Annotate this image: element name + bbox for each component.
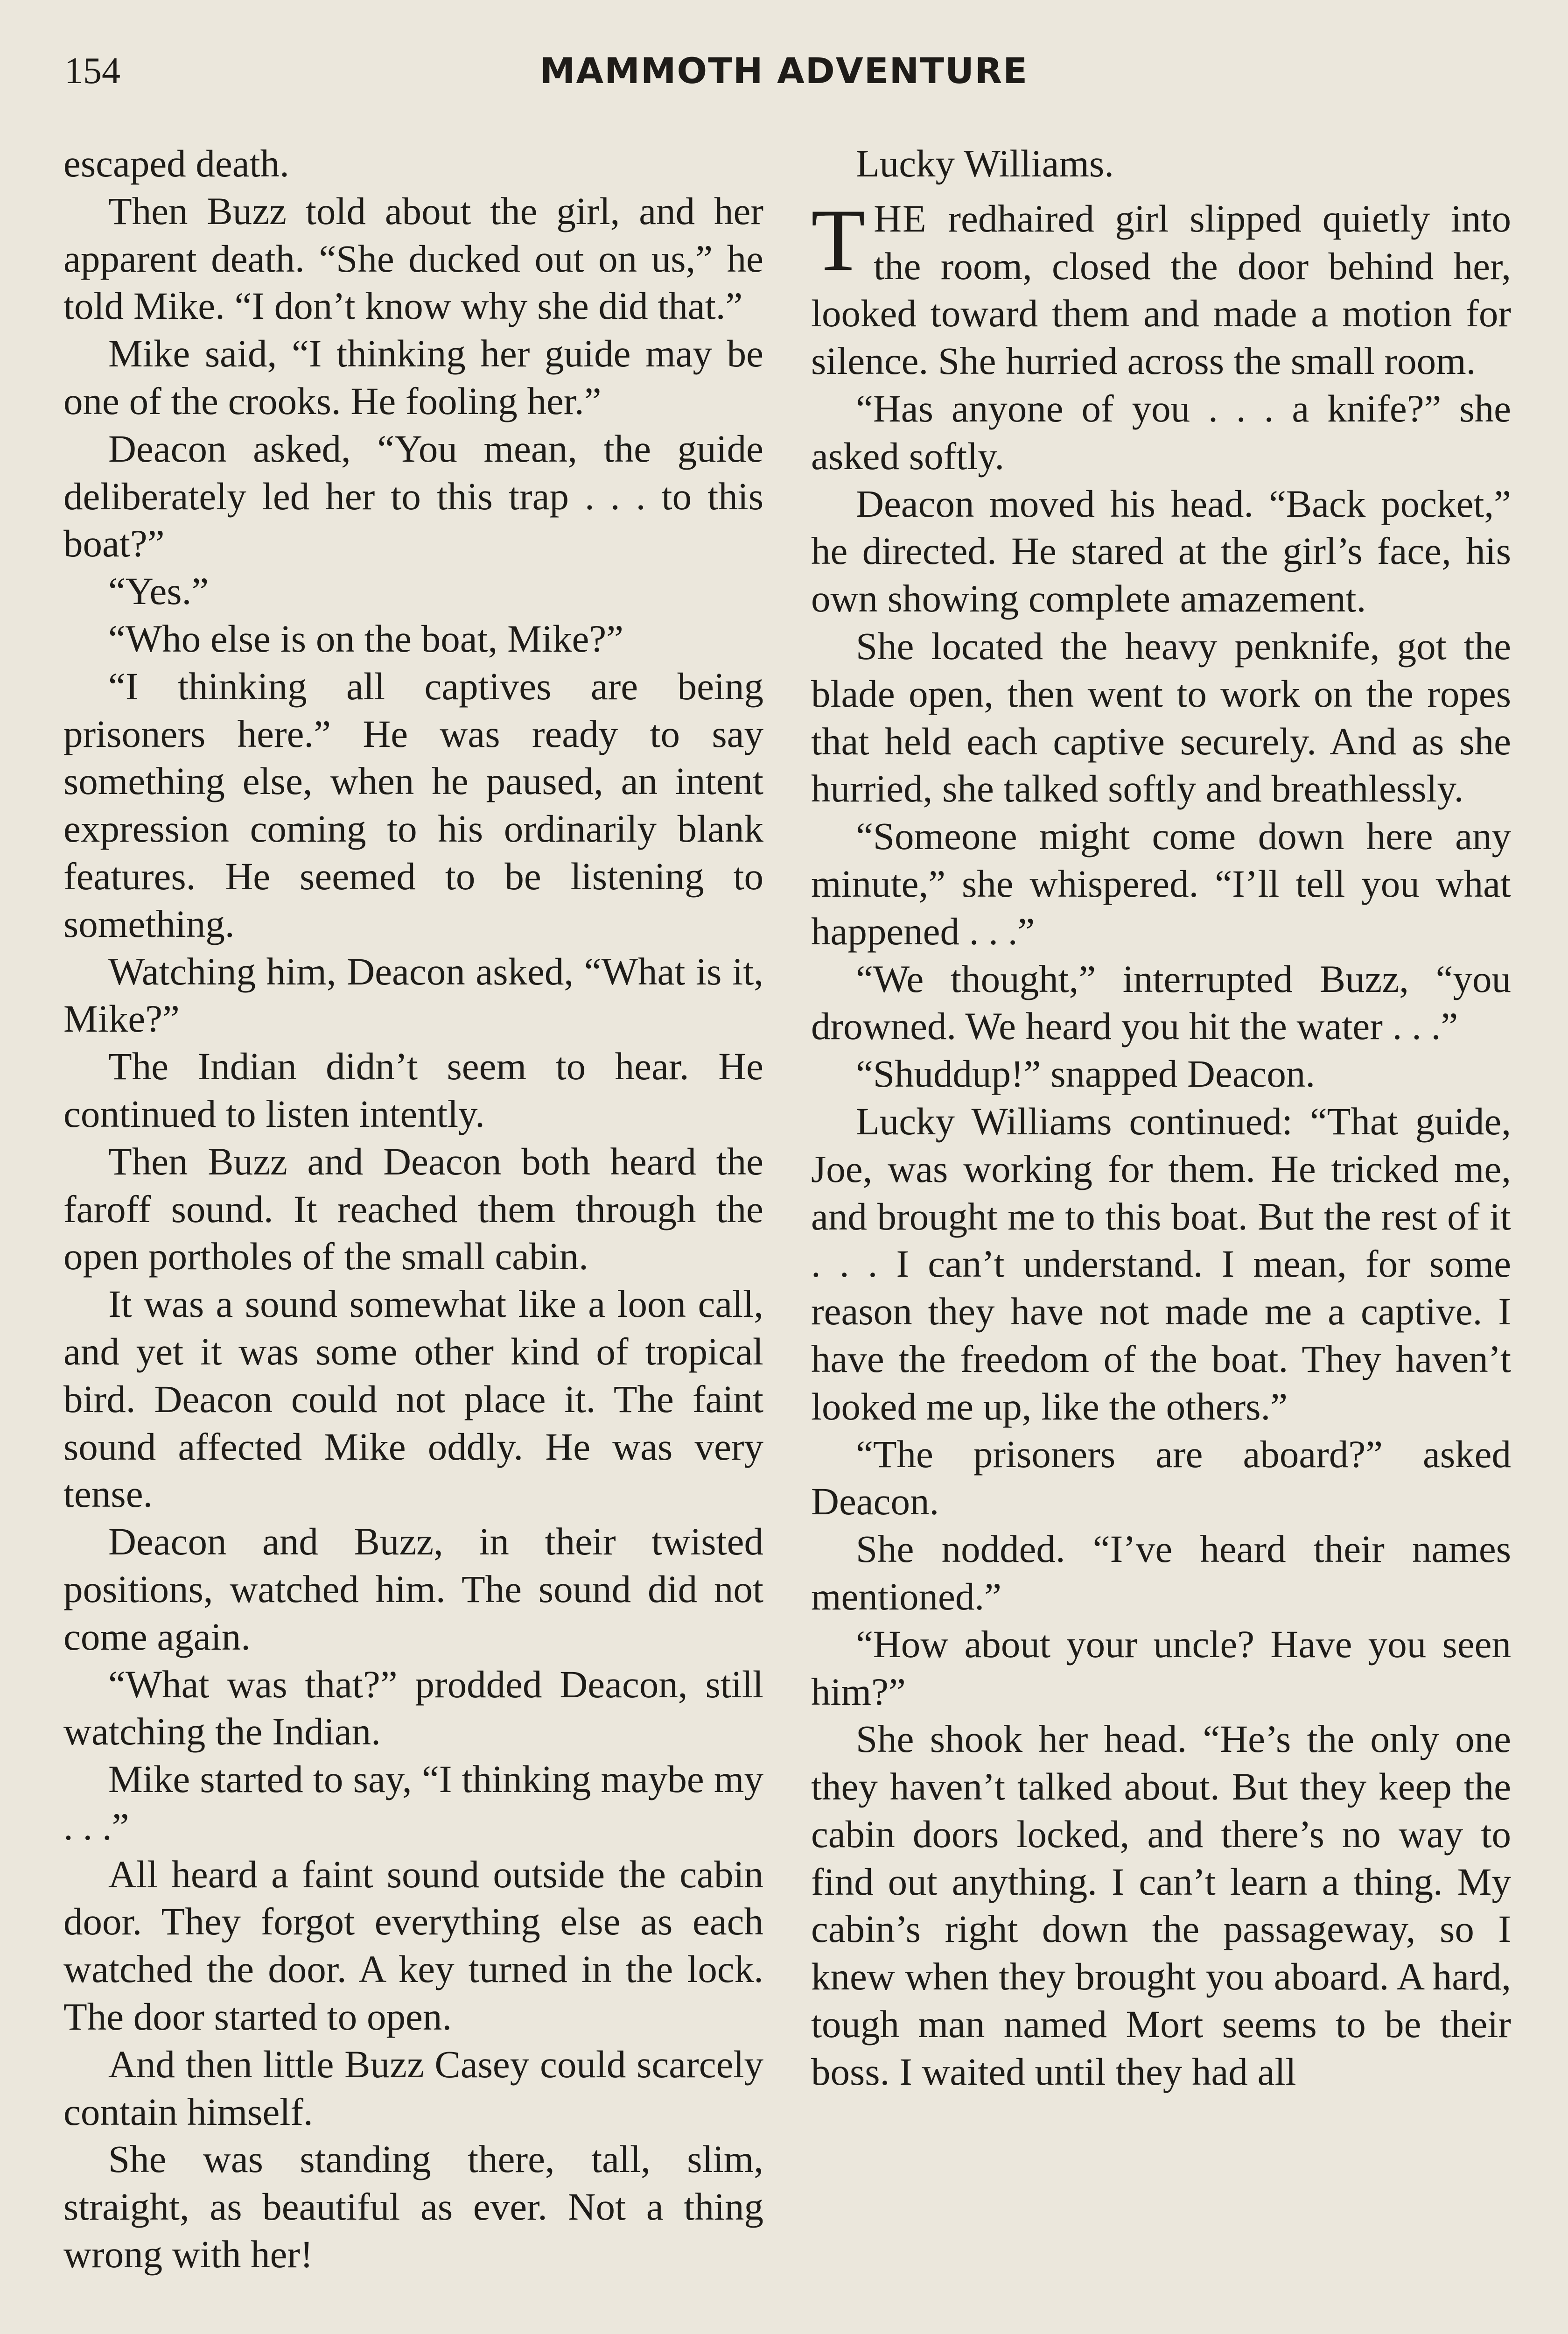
opening-text: redhaired girl slipped quietly into the room, closed the door behind her, looked toward them and made a motion for silence. She hurried across the small room. <box>811 197 1511 383</box>
paragraph: The Indian didn’t seem to hear. He continued to listen intently. <box>63 1045 763 1135</box>
paragraph: And then little Buzz Casey could scarcely contain himself. <box>63 2042 763 2133</box>
paragraph: All heard a faint sound outside the cabin door. They forgot everything else as each watched the door. A key turned in the lock. The door started to open. <box>63 1852 763 2039</box>
section-opening-paragraph <box>811 191 1511 385</box>
paragraph: She was standing there, tall, slim, straight, as beautiful as ever. Not a thing wrong with her! <box>63 2137 763 2276</box>
paragraph: “I thinking all captives are being prisoners here.” He was ready to say something else, when he paused, an intent expression coming to his ordinarily blank features. He seemed to be listening to something. <box>63 664 763 945</box>
running-title: MAMMOTH ADVENTURE <box>539 50 1029 91</box>
drop-cap: T <box>811 191 866 289</box>
paragraph: “How about your uncle? Have you seen him?” <box>811 1622 1511 1713</box>
paragraph: Lucky Williams continued: “That guide, Joe, was working for them. He tricked me, and brought me to this boat. But the rest of it . . . I can’t understand. I mean, for some reason they have not made me a captive. I have the freedom of the boat. They haven’t looked me up, like the others.” <box>811 1099 1511 1428</box>
paragraph: “We thought,” interrupted Buzz, “you drowned. We heard you hit the water . . .” <box>811 957 1511 1048</box>
page-header <box>64 43 1504 99</box>
paragraph: “Shuddup!” snapped Deacon. <box>856 1052 1316 1096</box>
paragraph: Watching him, Deacon asked, “What is it, Mike?” <box>63 949 763 1040</box>
paragraph: It was a sound somewhat like a loon call, and yet it was some other kind of tropical bird. Deacon could not place it. The faint sound affected Mike oddly. He was very tense. <box>63 1282 763 1516</box>
left-column <box>63 140 763 2278</box>
paragraph: Deacon asked, “You mean, the guide deliberately led her to this trap . . . to this boat?” <box>63 427 763 565</box>
paragraph: “What was that?” prodded Deacon, still watching the Indian. <box>63 1662 763 1753</box>
paragraph: escaped death. <box>63 142 289 185</box>
paragraph: Deacon moved his head. “Back pocket,” he directed. He stared at the girl’s face, his own showing complete amazement. <box>811 482 1511 620</box>
page-number: 154 <box>64 50 120 91</box>
paragraph: Then Buzz and Deacon both heard the faroff sound. It reached them through the open portholes of the small cabin. <box>63 1139 763 1278</box>
paragraph: “Yes.” <box>108 569 209 613</box>
paragraph: Then Buzz told about the girl, and her apparent death. “She ducked out on us,” he told Mike. “I don’t know why she did that.” <box>63 189 763 328</box>
paragraph: Lucky Williams. <box>856 142 1114 185</box>
paragraph: “Has anyone of you . . . a knife?” she asked softly. <box>811 387 1511 478</box>
paragraph: She nodded. “I’ve heard their names mentioned.” <box>811 1527 1511 1618</box>
paragraph: “Someone might come down here any minute,” she whispered. “I’ll tell you what happened . . .” <box>811 815 1511 953</box>
right-column <box>811 140 1511 2096</box>
small-caps-lead: HE <box>874 197 927 240</box>
paragraph: Mike started to say, “I thinking maybe my . . .” <box>63 1758 763 1848</box>
paragraph: Mike said, “I thinking her guide may be one of the crooks. He fooling her.” <box>63 332 763 422</box>
paragraph: She located the heavy penknife, got the blade open, then went to work on the ropes that held each captive securely. And as she hurried, she talked softly and breathlessly. <box>811 624 1511 810</box>
paragraph: Deacon and Buzz, in their twisted positions, watched him. The sound did not come again. <box>63 1520 763 1658</box>
paragraph: “The prisoners are aboard?” asked Deacon. <box>811 1432 1511 1523</box>
paragraph: She shook her head. “He’s the only one they haven’t talked about. But they keep the cabin doors locked, and there’s no way to find out anything. I can’t learn a thing. My cabin’s right down the passageway, so I knew when they brought you aboard. A hard, tough man named Mort seems to be their boss. I waited until they had all <box>811 1717 1511 2093</box>
paragraph: “Who else is on the boat, Mike?” <box>108 617 624 660</box>
